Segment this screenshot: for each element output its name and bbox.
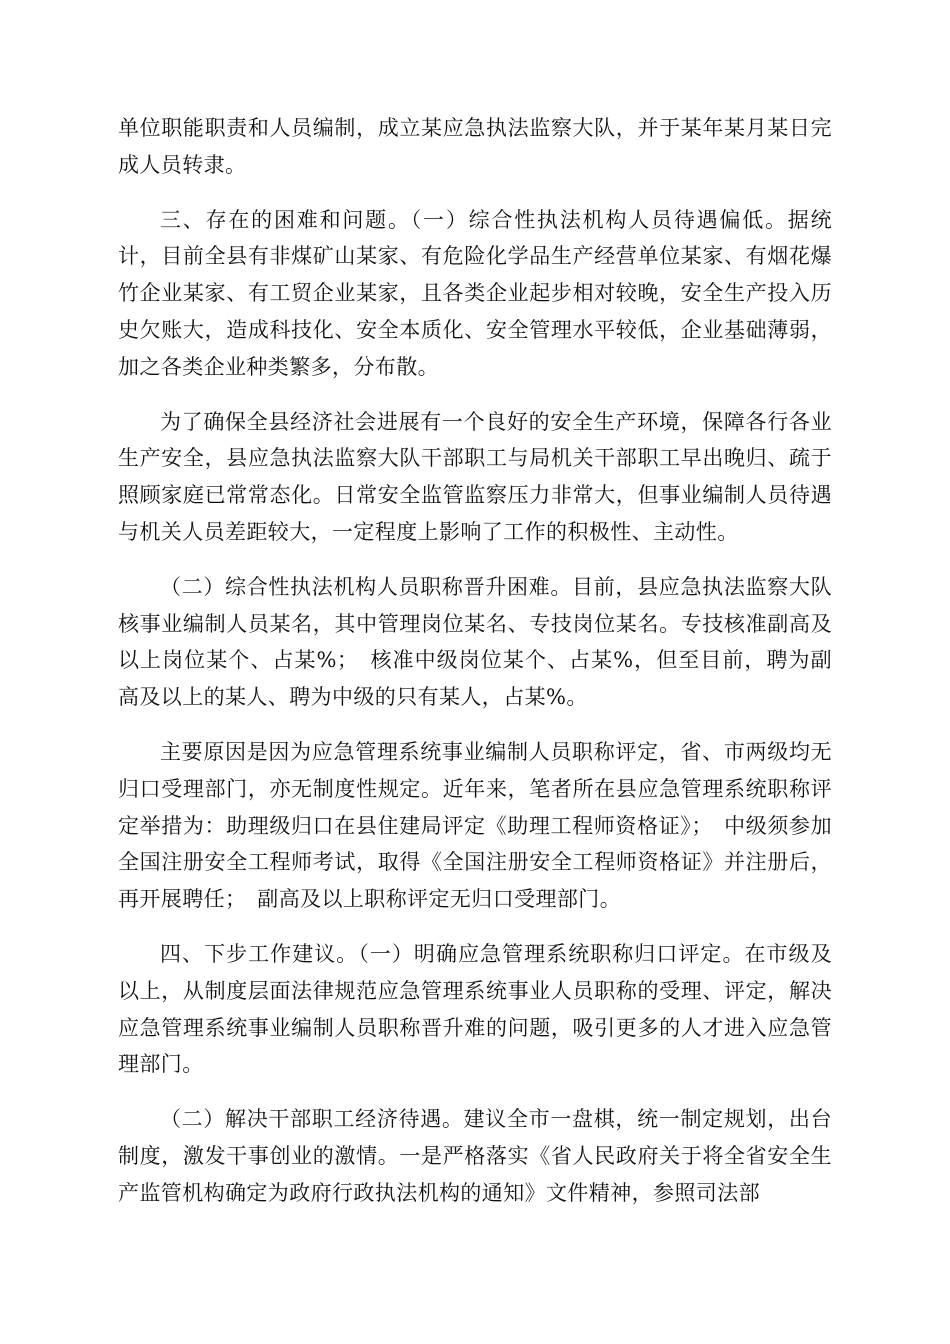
paragraph-3: 为了确保全县经济社会进展有一个良好的安全生产环境，保障各行各业生产安全，县应急执法监察大队干部职工与局机关干部职工早出晚归、疏于照顾家庭已常常态化。日常安全监管监察压力非常大，但事业编制人员待遇与机关人员差距较大，一定程度上影响了工作的积极性、主动性。 xyxy=(118,409,832,544)
paragraph-1: 单位职能职责和人员编制，成立某应急执法监察大队，并于某年某月某日完成人员转隶。 xyxy=(118,116,832,177)
paragraph-7: （二）解决干部职工经济待遇。建议全市一盘棋，统一制定规划，出台制度，激发干事创业的激情。一是严格落实《省人民政府关于将全省安全生产监管机构确定为政府行政执法机构的通知》文件精神，参照司法部 xyxy=(118,1107,832,1205)
paragraph-4: （二）综合性执法机构人员职称晋升困难。目前，县应急执法监察大队核事业编制人员某名，其中管理岗位某名、专技岗位某名。专技核准副高及以上岗位某个、占某%； 核准中级岗位某个、占某%，但至目前，聘为副高及以上的某人、聘为中级的只有某人，占某%。 xyxy=(118,574,832,710)
paragraph-6: 四、下步工作建议。（一）明确应急管理系统职称归口评定。在市级及以上，从制度层面法律规范应急管理系统事业人员职称的受理、评定，解决应急管理系统事业编制人员职称晋升难的问题，吸引更多的人才进入应急管理部门。 xyxy=(118,941,832,1077)
paragraph-2: 三、存在的困难和问题。（一）综合性执法机构人员待遇偏低。据统计，目前全县有非煤矿山某家、有危险化学品生产经营单位某家、有烟花爆竹企业某家、有工贸企业某家，且各类企业起步相对较晚，安全生产投入历史欠账大，造成科技化、安全本质化、安全管理水平较低，企业基础薄弱，加之各类企业种类繁多，分布散。 xyxy=(118,207,832,379)
paragraph-5: 主要原因是因为应急管理系统事业编制人员职称评定，省、市两级均无归口受理部门，亦无制度性规定。近年来，笔者所在县应急管理系统职称评定举措为：助理级归口在县住建局评定《助理工程师资格证》； 中级须参加全国注册安全工程师考试，取得《全国注册安全工程师资格证》并注册后，再开展聘任； 副高及以上职称评定无归口受理部门。 xyxy=(118,739,832,912)
document-body xyxy=(118,110,832,1212)
